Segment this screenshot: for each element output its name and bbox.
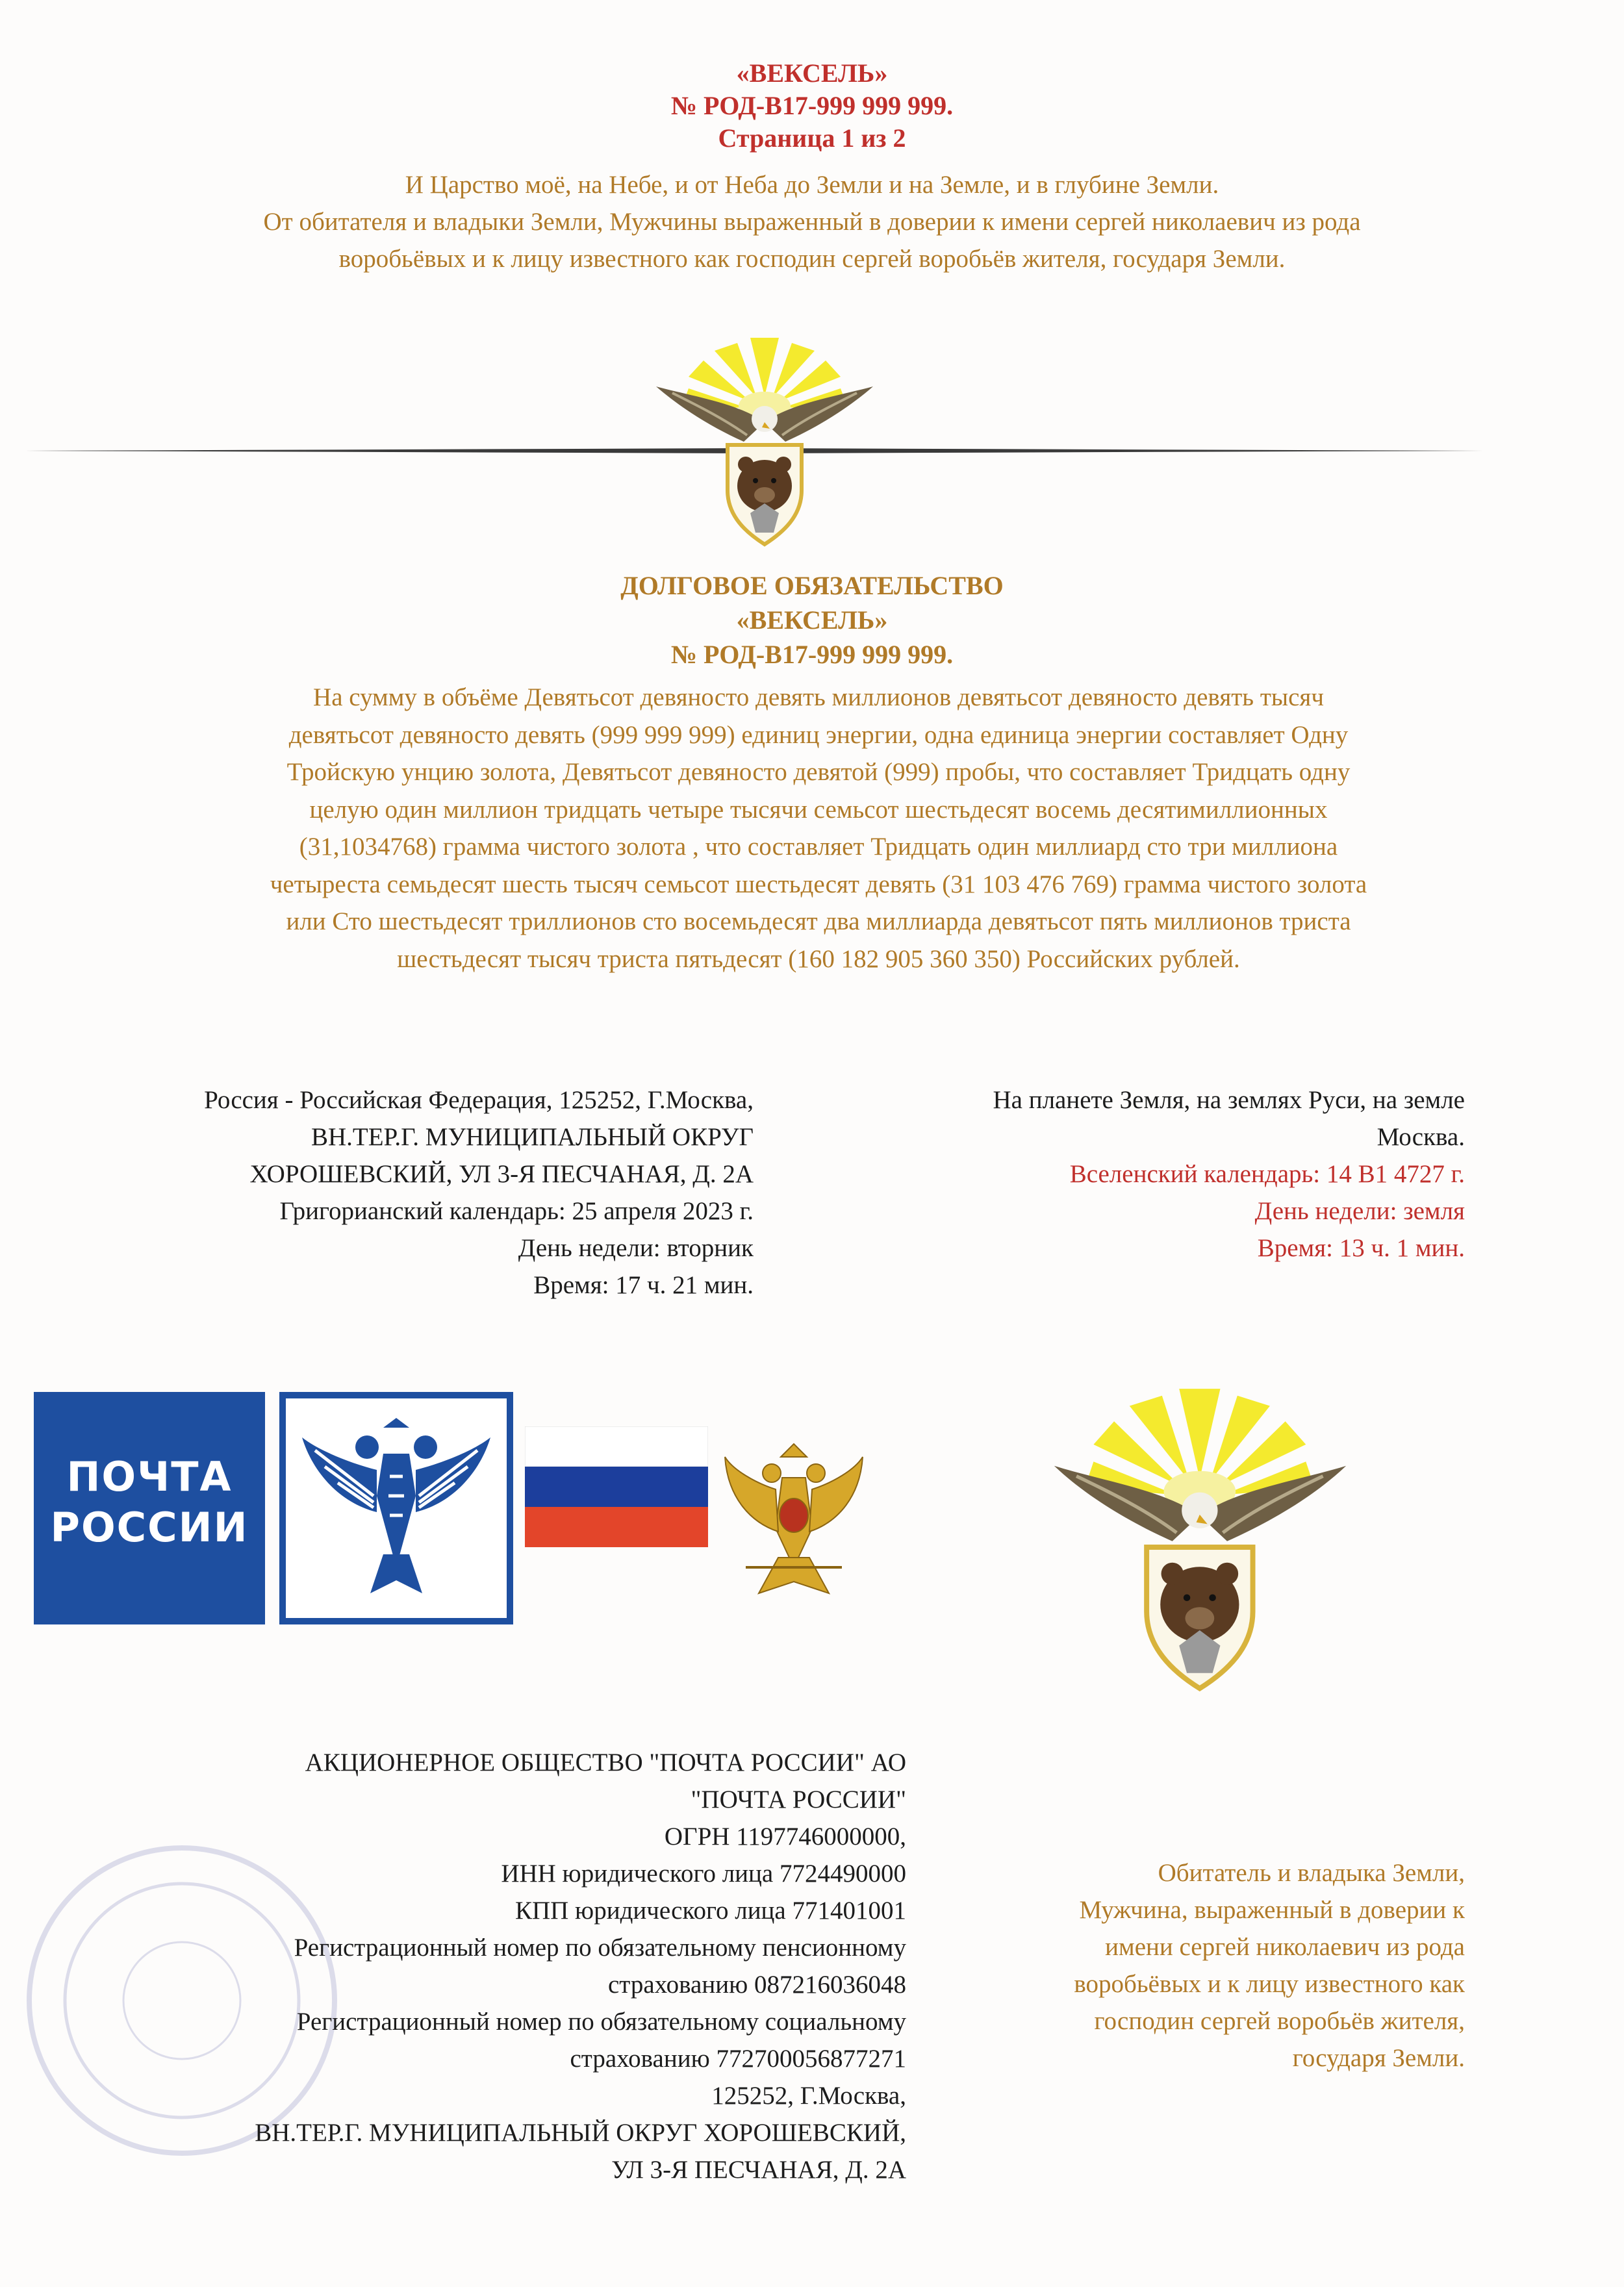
debt-line: четыреста семьдесят шесть тысяч семьсот шестьдесят девять (31 103 476 769) грамма чистого золота <box>270 870 1367 898</box>
debt-line: или Сто шестьдесят триллионов сто восемьдесят два миллиарда девятьсот пять миллионов триста <box>286 907 1351 935</box>
debt-line: целую один миллион тридцать четыре тысячи семьсот шестьдесят восемь десятимиллионных <box>309 795 1328 824</box>
org-line: КПП юридического лица 771401001 <box>514 1897 906 1925</box>
debt-line: (31,1034768) грамма чистого золота , что составляет Тридцать один миллиард сто три миллиона <box>299 833 1338 861</box>
holder-block <box>945 1854 1465 2077</box>
russia-flag-icon <box>525 1426 708 1547</box>
holder-line: воробьёвых и к лицу известного как <box>1074 1970 1465 1998</box>
debt-title: «ВЕКСЕЛЬ» <box>736 605 888 635</box>
holder-line: господин сергей воробьёв жителя, <box>1094 2007 1465 2035</box>
debt-number: № РОД-В17-999 999 999. <box>670 640 954 669</box>
org-line: "ПОЧТА РОССИИ" <box>691 1786 906 1813</box>
header-page: Страница 1 из 2 <box>718 123 906 153</box>
holder-line: имени сергей николаевич из рода <box>1105 1933 1465 1961</box>
org-line: ВН.ТЕР.Г. МУНИЦИПАЛЬНЫЙ ОКРУГ ХОРОШЕВСКИЙ, <box>255 2119 906 2147</box>
org-line: АКЦИОНЕРНОЕ ОБЩЕСТВО "ПОЧТА РОССИИ" АО <box>305 1749 906 1776</box>
location-left-line: Россия - Российская Федерация, 125252, Г.Москва, <box>204 1086 754 1114</box>
debt-line: шестьдесят тысяч триста пятьдесят (160 182 905 360 350) Российских рублей. <box>397 944 1240 973</box>
pochta-logo-line: ПОЧТА <box>66 1453 233 1500</box>
debt-line: На сумму в объёме Девятьсот девяносто девять миллионов девятьсот девяносто девять тысяч <box>313 683 1324 711</box>
debt-line: Тройскую унцию золота, Девятьсот девяносто девятой (999) пробы, что составляет Тридцать одну <box>286 758 1351 786</box>
location-left-line: Время: 17 ч. 21 мин. <box>533 1271 754 1299</box>
holder-line: государя Земли. <box>1292 2044 1465 2072</box>
pochta-rossii-logo <box>34 1392 265 1624</box>
holder-line: Мужчина, выраженный в доверии к <box>1079 1896 1465 1924</box>
debt-heading: ДОЛГОВОЕ ОБЯЗАТЕЛЬСТВО <box>620 571 1004 600</box>
eagle-bear-emblem-icon <box>653 325 877 549</box>
org-line: ИНН юридического лица 7724490000 <box>501 1860 906 1888</box>
org-line: Регистрационный номер по обязательному социальному <box>296 2008 906 2036</box>
gold-eagle-emblem-icon <box>720 1437 868 1605</box>
location-right-line: На планете Земля, на землях Руси, на земле <box>993 1086 1465 1114</box>
pochta-eagle-logo <box>279 1392 513 1624</box>
header-number: № РОД-В17-999 999 999. <box>670 91 954 120</box>
header-line: И Царство моё, на Небе, и от Неба до Земли и на Земле, и в глубине Земли. <box>405 171 1219 199</box>
header-title: «ВЕКСЕЛЬ» <box>736 58 888 88</box>
location-left-line: ХОРОШЕВСКИЙ, УЛ 3-Я ПЕСЧАНАЯ, Д. 2А <box>249 1160 754 1188</box>
location-left-line: ВН.ТЕР.Г. МУНИЦИПАЛЬНЫЙ ОКРУГ <box>311 1123 754 1151</box>
header-block <box>0 57 1624 273</box>
org-line: 125252, Г.Москва, <box>711 2082 906 2110</box>
org-line: страхованию 087216036048 <box>608 1971 906 1999</box>
eagle-bear-emblem-icon <box>1052 1380 1348 1695</box>
organization-block <box>26 1744 906 2188</box>
org-line: УЛ 3-Я ПЕСЧАНАЯ, Д. 2А <box>611 2156 906 2184</box>
location-left-line: День недели: вторник <box>518 1234 754 1262</box>
location-right-red-line: Время: 13 ч. 1 мин. <box>1257 1234 1465 1262</box>
location-left-line: Григорианский календарь: 25 апреля 2023 г. <box>279 1197 754 1225</box>
location-right-red-line: День недели: земля <box>1254 1197 1465 1225</box>
org-line: ОГРН 1197746000000, <box>664 1823 906 1851</box>
header-line: От обитателя и владыки Земли, Мужчины выраженный в доверии к имени сергей николаевич из рода <box>263 208 1361 236</box>
location-left <box>32 1081 754 1304</box>
pochta-logo-line: РОССИИ <box>50 1504 249 1551</box>
holder-line: Обитатель и владыка Земли, <box>1158 1859 1465 1887</box>
debt-block <box>0 568 1624 973</box>
location-right-line: Москва. <box>1377 1123 1465 1151</box>
header-line: воробьёвых и к лицу известного как господин сергей воробьёв жителя, государя Земли. <box>338 245 1286 273</box>
org-line: Регистрационный номер по обязательному пенсионному <box>294 1934 906 1962</box>
location-right <box>831 1081 1465 1267</box>
debt-text <box>45 679 1592 978</box>
header-lines <box>0 166 1624 277</box>
location-right-red-line: Вселенский календарь: 14 В1 4727 г. <box>1069 1160 1465 1188</box>
double-headed-eagle-icon <box>286 1398 507 1618</box>
org-line: страхованию 772700056877271 <box>570 2045 906 2073</box>
debt-line: девятьсот девяносто девять (999 999 999) единиц энергии, одна единица энергии составляет Одну <box>288 720 1349 749</box>
